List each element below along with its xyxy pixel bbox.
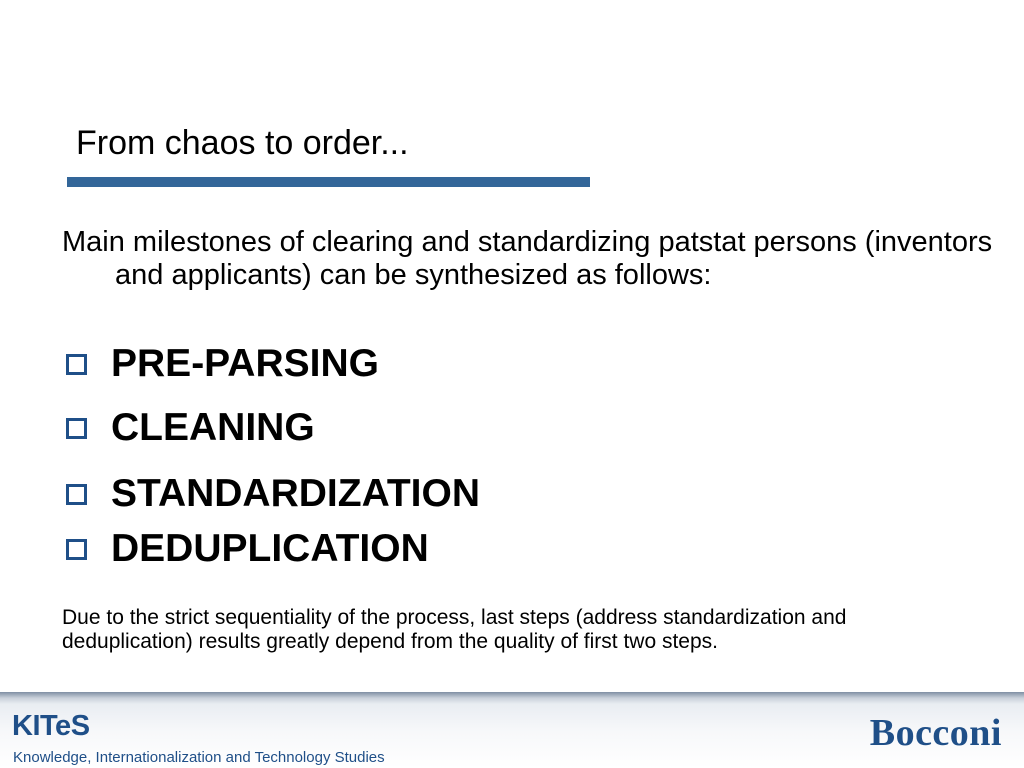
kites-logo: KITeS [12, 710, 90, 742]
square-bullet-icon [66, 484, 87, 505]
list-item [66, 470, 480, 518]
square-bullet-icon [66, 539, 87, 560]
bocconi-logo: Bocconi [869, 712, 1002, 754]
bullet-label: DEDUPLICATION [111, 527, 429, 570]
kites-tagline: Knowledge, Internationalization and Technology Studies [13, 749, 385, 766]
bullet-label: PRE-PARSING [111, 342, 379, 385]
intro-paragraph: Main milestones of clearing and standardizing patstat persons (inventors and applicants) can be synthesized as follows: [62, 226, 993, 291]
square-bullet-icon [66, 354, 87, 375]
list-item [66, 404, 315, 452]
square-bullet-icon [66, 418, 87, 439]
bullet-label: STANDARDIZATION [111, 472, 481, 515]
footnote-paragraph: Due to the strict sequentiality of the process, last steps (address standardization and deduplication) results greatly depend from the quality of first two steps. [62, 606, 847, 653]
list-item [66, 340, 379, 388]
bullet-label: CLEANING [111, 406, 315, 449]
title-underline [67, 177, 590, 187]
slide-title: From chaos to order... [76, 124, 409, 162]
list-item [66, 525, 429, 573]
